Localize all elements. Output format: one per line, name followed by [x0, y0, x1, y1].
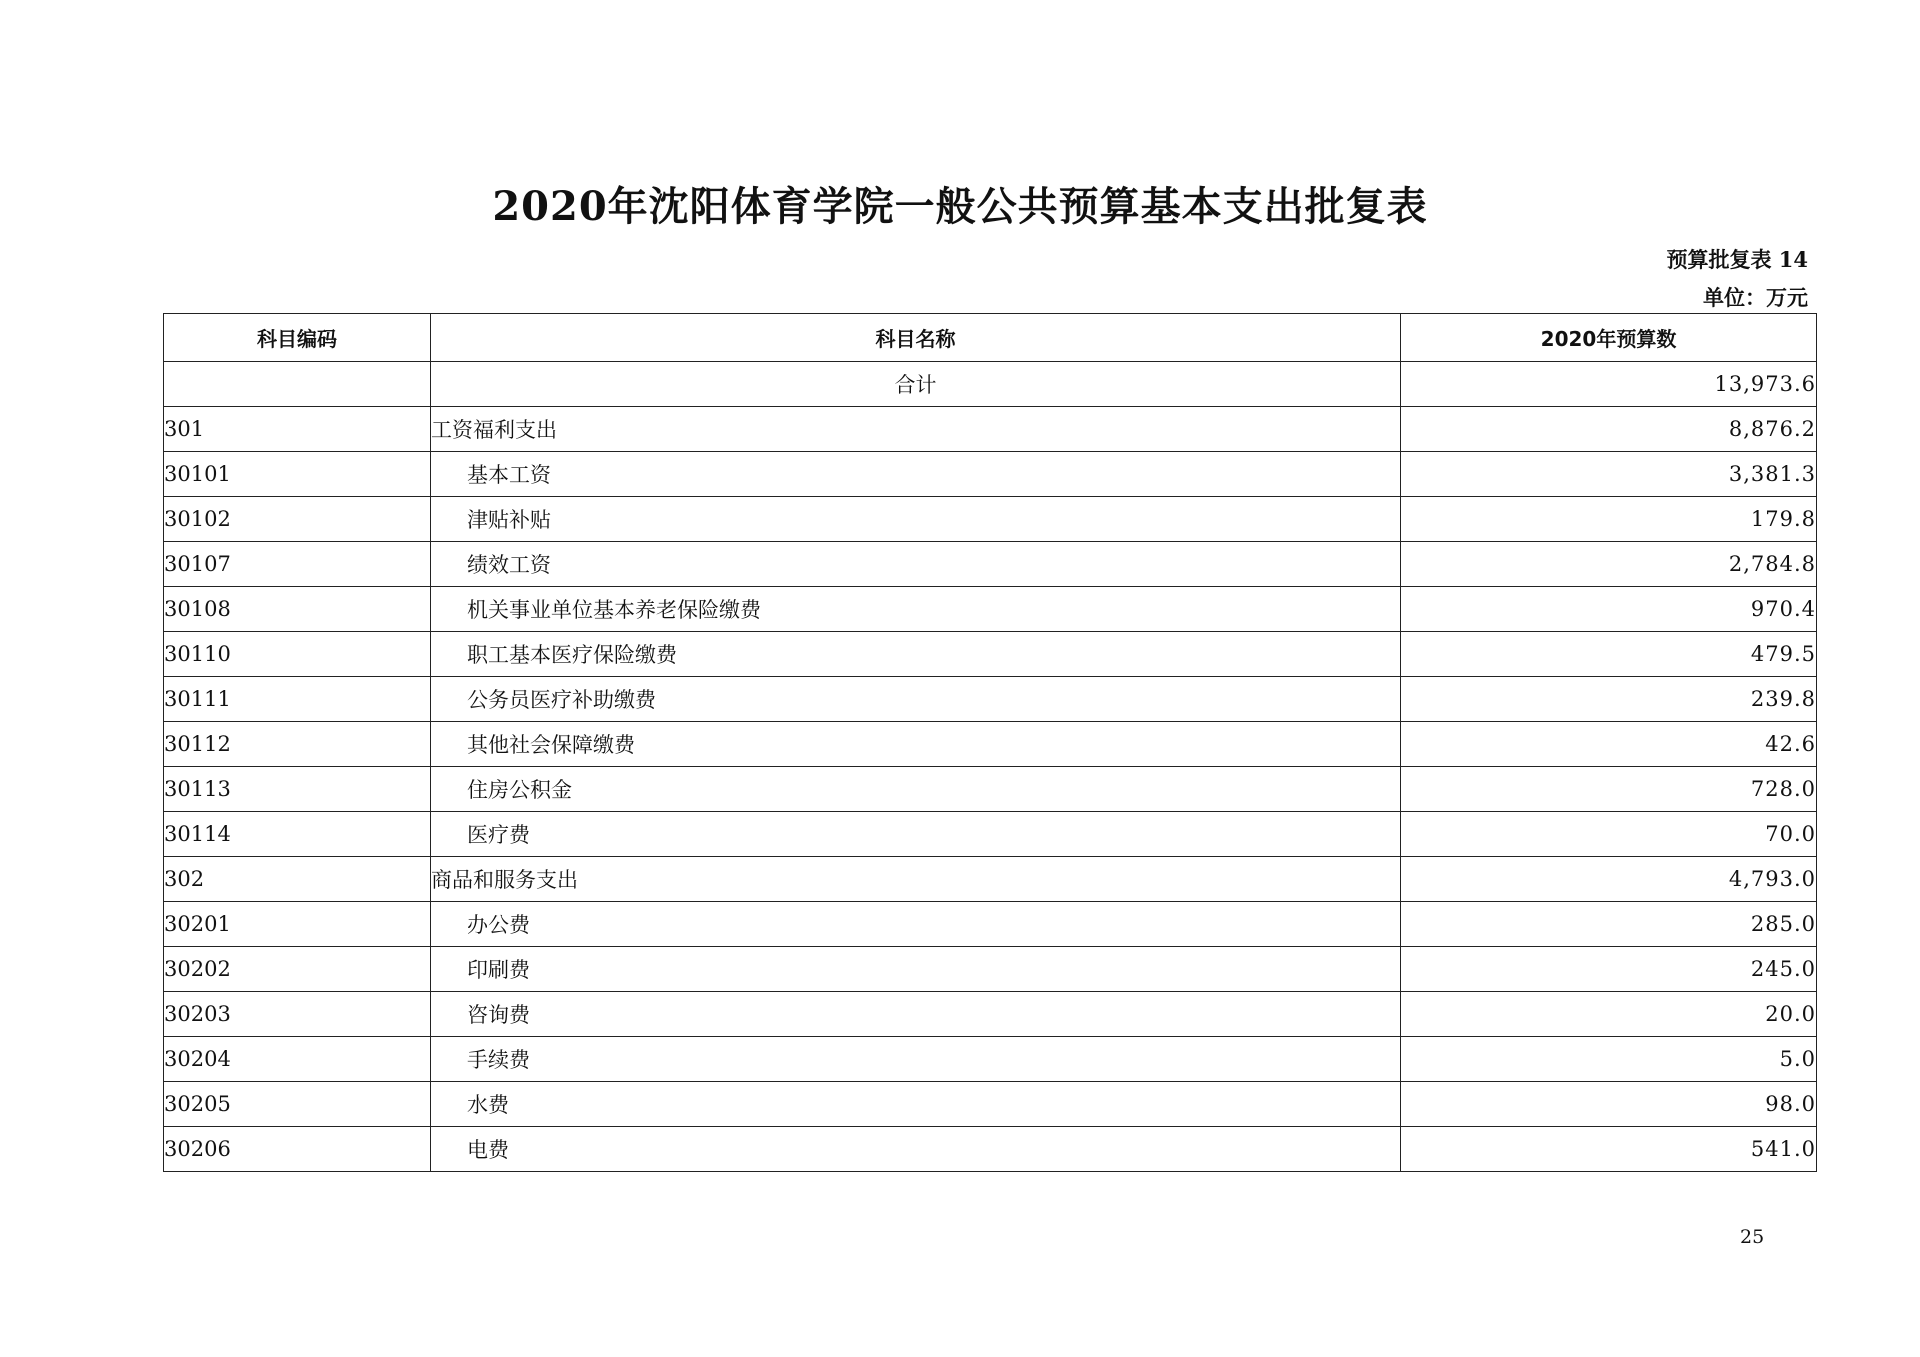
- row-name: 手续费: [431, 1037, 1401, 1082]
- budget-table: [163, 313, 1817, 1172]
- total-code: [164, 362, 431, 407]
- table-row: [164, 902, 1817, 947]
- row-code: 30113: [164, 767, 431, 812]
- table-row: [164, 992, 1817, 1037]
- total-label: 合计: [431, 362, 1401, 407]
- row-code: 30101: [164, 452, 431, 497]
- page-number: 25: [1740, 1226, 1765, 1248]
- table-row: [164, 1082, 1817, 1127]
- header-name: 科目名称: [431, 314, 1401, 362]
- page-title: 2020年沈阳体育学院一般公共预算基本支出批复表: [492, 183, 1428, 230]
- row-code: 301: [164, 407, 431, 452]
- row-code: 30112: [164, 722, 431, 767]
- row-name: 电费: [431, 1127, 1401, 1172]
- row-name: 咨询费: [431, 992, 1401, 1037]
- row-amount: 42.6: [1401, 722, 1817, 767]
- row-code: 30204: [164, 1037, 431, 1082]
- row-code: 30111: [164, 677, 431, 722]
- table-row: [164, 857, 1817, 902]
- table-row: [164, 767, 1817, 812]
- table-row: [164, 497, 1817, 542]
- row-amount: 3,381.3: [1401, 452, 1817, 497]
- row-name: 机关事业单位基本养老保险缴费: [431, 587, 1401, 632]
- row-amount: 70.0: [1401, 812, 1817, 857]
- row-name: 其他社会保障缴费: [431, 722, 1401, 767]
- row-code: 302: [164, 857, 431, 902]
- table-row: [164, 1127, 1817, 1172]
- row-amount: 541.0: [1401, 1127, 1817, 1172]
- table-row: [164, 542, 1817, 587]
- row-amount: 970.4: [1401, 587, 1817, 632]
- table-row: [164, 632, 1817, 677]
- row-amount: 5.0: [1401, 1037, 1817, 1082]
- row-amount: 179.8: [1401, 497, 1817, 542]
- header-amount: 2020年预算数: [1401, 314, 1817, 362]
- row-name: 水费: [431, 1082, 1401, 1127]
- row-amount: 2,784.8: [1401, 542, 1817, 587]
- table-row: [164, 407, 1817, 452]
- row-name: 津贴补贴: [431, 497, 1401, 542]
- row-name: 职工基本医疗保险缴费: [431, 632, 1401, 677]
- table-row: [164, 677, 1817, 722]
- row-code: 30202: [164, 947, 431, 992]
- row-amount: 8,876.2: [1401, 407, 1817, 452]
- table-number: 预算批复表 14: [1666, 247, 1808, 272]
- row-name: 办公费: [431, 902, 1401, 947]
- table-header-row: [164, 314, 1817, 362]
- total-row: [164, 362, 1817, 407]
- row-code: 30201: [164, 902, 431, 947]
- row-code: 30110: [164, 632, 431, 677]
- row-name: 基本工资: [431, 452, 1401, 497]
- row-name: 绩效工资: [431, 542, 1401, 587]
- table-row: [164, 1037, 1817, 1082]
- row-amount: 479.5: [1401, 632, 1817, 677]
- table-row: [164, 812, 1817, 857]
- row-name: 工资福利支出: [431, 407, 1401, 452]
- table-row: [164, 452, 1817, 497]
- row-amount: 20.0: [1401, 992, 1817, 1037]
- unit-label: 单位：万元: [1703, 285, 1808, 310]
- row-code: 30108: [164, 587, 431, 632]
- row-code: 30114: [164, 812, 431, 857]
- row-amount: 4,793.0: [1401, 857, 1817, 902]
- header-code: 科目编码: [164, 314, 431, 362]
- row-name: 住房公积金: [431, 767, 1401, 812]
- row-code: 30107: [164, 542, 431, 587]
- table-row: [164, 947, 1817, 992]
- row-code: 30206: [164, 1127, 431, 1172]
- row-code: 30203: [164, 992, 431, 1037]
- total-amount: 13,973.6: [1401, 362, 1817, 407]
- table-row: [164, 587, 1817, 632]
- row-amount: 245.0: [1401, 947, 1817, 992]
- row-name: 商品和服务支出: [431, 857, 1401, 902]
- row-code: 30102: [164, 497, 431, 542]
- row-amount: 728.0: [1401, 767, 1817, 812]
- row-code: 30205: [164, 1082, 431, 1127]
- row-amount: 239.8: [1401, 677, 1817, 722]
- row-name: 公务员医疗补助缴费: [431, 677, 1401, 722]
- row-name: 医疗费: [431, 812, 1401, 857]
- row-name: 印刷费: [431, 947, 1401, 992]
- table-row: [164, 722, 1817, 767]
- row-amount: 285.0: [1401, 902, 1817, 947]
- row-amount: 98.0: [1401, 1082, 1817, 1127]
